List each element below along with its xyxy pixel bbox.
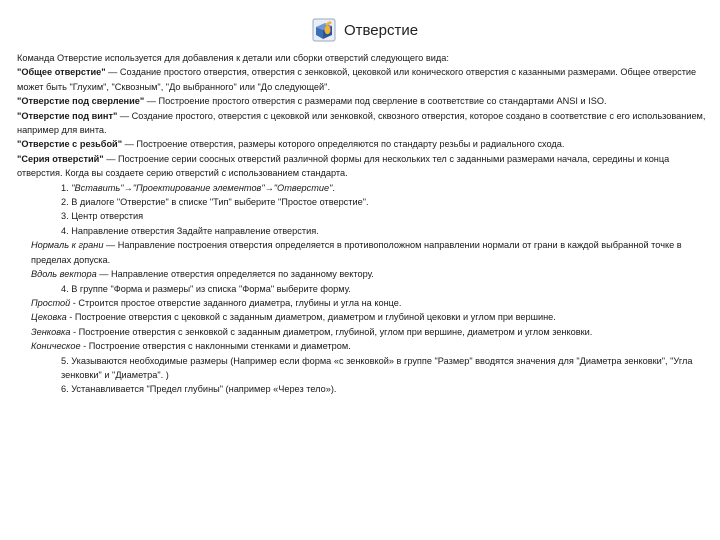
direction-name: Нормаль к грани <box>31 240 104 251</box>
form-counterbore <box>17 310 711 324</box>
type-series <box>17 152 711 181</box>
menu-path-hole: "Отверстие" <box>273 182 333 193</box>
form-text: - Построение отверстия с зенковкой с заданным диаметром, глубиной, углом при вершине, диаметром и углом зенковки. <box>70 326 593 337</box>
type-name: "Отверстие под сверление" <box>17 96 145 107</box>
direction-name: Вдоль вектора <box>31 269 97 280</box>
type-text: — Построение серии соосных отверстий различной формы для нескольких тел с заданными размерами начала, середины и конца отверстия. Когда вы создаете серию отверстий с использованием стандарта. <box>17 153 670 179</box>
header <box>0 18 720 42</box>
type-drill <box>17 94 711 108</box>
direction-vector <box>17 267 711 281</box>
step-3: 3. Центр отверстия <box>61 211 144 222</box>
document-body <box>17 51 711 397</box>
step-number: 1. <box>61 182 69 193</box>
page-title: Отверстие <box>343 21 419 39</box>
form-name: Цековка <box>31 312 67 323</box>
form-tapered <box>17 339 711 353</box>
direction-normal <box>17 238 711 267</box>
type-text: — Построение простого отверстия с размерами под сверление в соответствие со стандартами ANSI и ISO. <box>144 96 607 107</box>
type-text: — Создание простого, отверстия с цековкой или зенковкой, сквозного отверстия, которое создано в соответствие с его использованием, например для винта. <box>17 110 706 136</box>
type-text: — Построение отверстия, размеры которого определяются по стандарту резьбы и радиального схода. <box>122 139 565 150</box>
type-name: "Отверстие с резьбой" <box>17 139 123 150</box>
menu-path-design: "Проектирование элементов" <box>132 182 265 193</box>
arrow-icon: → <box>123 182 133 193</box>
intro-line: Команда Отверстие используется для добавления к детали или сборки отверстий следующего вида: <box>17 53 449 63</box>
form-name: Зенковка <box>31 326 71 337</box>
form-name: Коническое <box>31 341 81 352</box>
step-2: 2. В диалоге "Отверстие" в списке "Тип" выберите "Простое отверстие". <box>61 197 369 208</box>
step-1 <box>17 181 711 195</box>
step-end: . <box>332 182 335 193</box>
type-screw <box>17 109 711 138</box>
arrow-icon: → <box>264 182 274 193</box>
form-name: Простой <box>31 297 71 308</box>
step-4: 4. Направление отверстия Задайте направление отверстия. <box>61 225 319 236</box>
step-6: 6. Устанавливается "Предел глубины" (например «Через тело»). <box>61 384 337 395</box>
form-simple <box>17 296 711 310</box>
form-text: - Построение отверстия с цековкой с заданным диаметром, диаметром и глубиной цековки и углом при вершине. <box>66 312 556 323</box>
header-inner <box>312 18 418 42</box>
type-general <box>17 65 711 94</box>
form-text: - Строится простое отверстие заданного диаметра, глубины и угла на конце. <box>70 297 402 308</box>
step-5: 5. Указываются необходимые размеры (Например если форма «с зенковкой» в группе "Размер" вводятся значения для "Диаметра зенковки", "Угла зенковки" и "Диаметра". ) <box>61 355 693 380</box>
type-name: "Отверстие под винт" <box>17 110 118 121</box>
type-text: — Создание простого отверстия, отверстия с зенковкой, цековкой или конического отверстия с казанными размерами. Общее отверстие может быть "Глухим", "Сквозным", "До выбранного" или "До следующей". <box>17 67 697 92</box>
form-countersink <box>17 325 711 339</box>
type-name: "Серия отверстий" <box>17 153 104 164</box>
menu-path-insert: "Вставить" <box>71 182 124 193</box>
step-4b: 4. В группе "Форма и размеры" из списка "Форма" выберите форму. <box>61 283 351 294</box>
type-name: "Общее отверстие" <box>17 67 106 78</box>
type-thread <box>17 137 711 151</box>
direction-text: — Направление отверстия определяется по заданному вектору. <box>96 269 374 280</box>
hole-feature-icon <box>312 18 336 42</box>
form-text: - Построение отверстия с наклонными стенками и диаметром. <box>80 341 351 352</box>
direction-text: — Направление построения отверстия определяется в противоположном направлении нормали от грани в каждой выбранной точке в пределах допуска. <box>31 240 682 265</box>
